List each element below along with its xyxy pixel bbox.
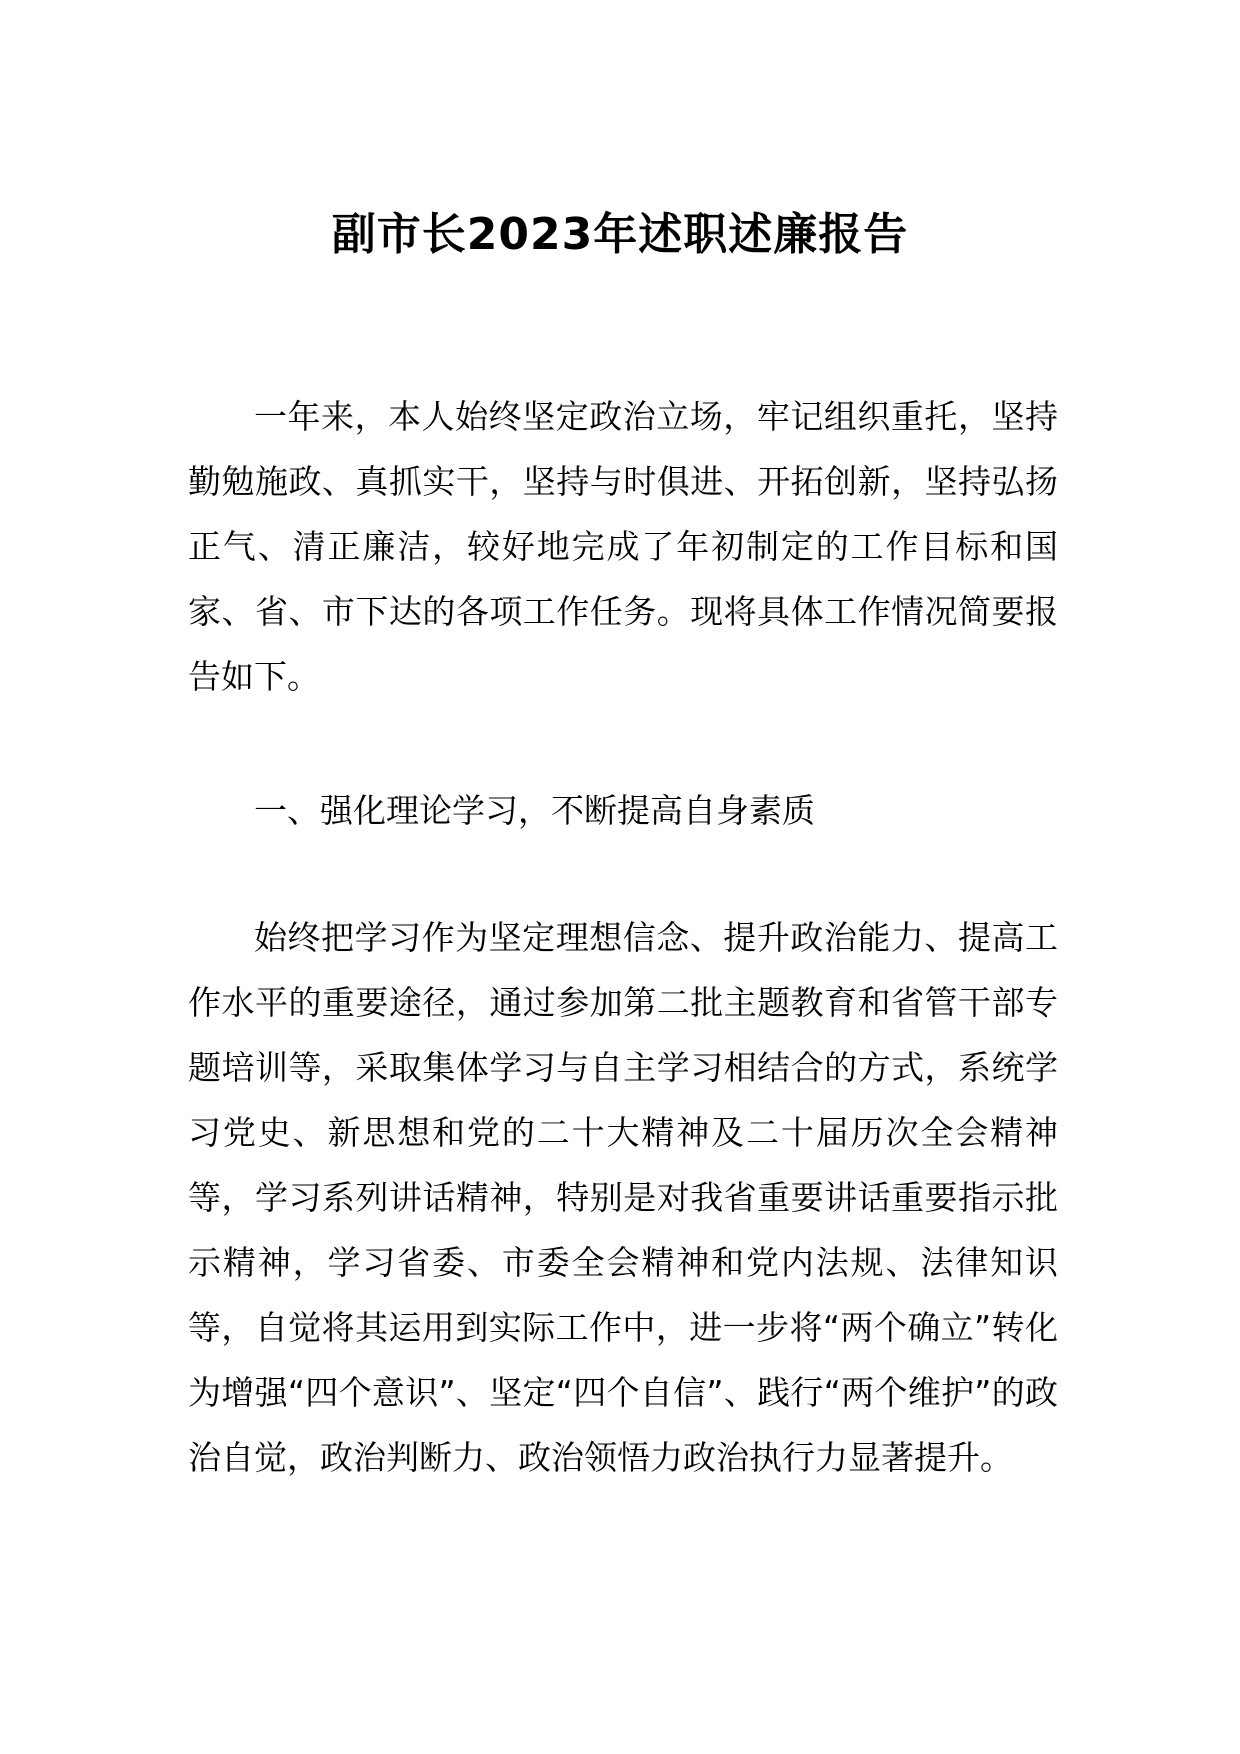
section-heading: 一、强化理论学习，不断提高自身素质 bbox=[254, 791, 815, 830]
document-title: 副市长2023年述职述廉报告 bbox=[331, 209, 909, 260]
intro-paragraph: 一年来，本人始终坚定政治立场，牢记组织重托，坚持勤勉施政、真抓实干，坚持与时俱进、开拓创新，坚持弘扬正气、清正廉洁，较好地完成了年初制定的工作目标和国家、省、市下达的各项工作任务。现将具体工作情况简要报告如下。 bbox=[188, 397, 1058, 696]
section-body-paragraph: 始终把学习作为坚定理想信念、提升政治能力、提高工作水平的重要途径，通过参加第二批主题教育和省管干部专题培训等，采取集体学习与自主学习相结合的方式，系统学习党史、新思想和党的二十大精神及二十届历次全会精神等，学习系列讲话精神，特别是对我省重要讲话重要指示批示精神，学习省委、市委全会精神和党内法规、法律知识等，自觉将其运用到实际工作中，进一步将“两个确立”转化为增强“四个意识”、坚定“四个自信”、践行“两个维护”的政治自觉，政治判断力、政治领悟力政治执行力显著提升。 bbox=[188, 918, 1058, 1477]
